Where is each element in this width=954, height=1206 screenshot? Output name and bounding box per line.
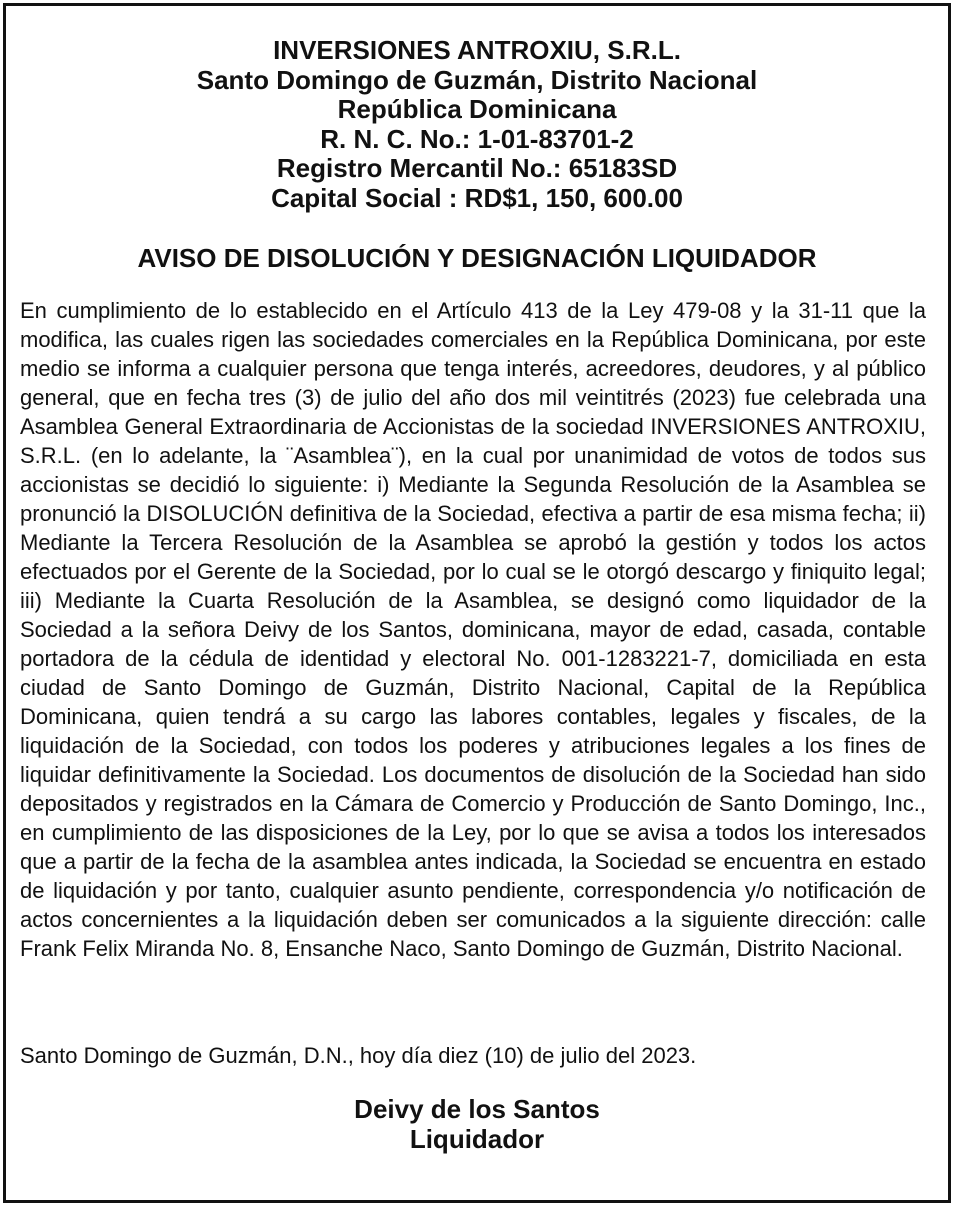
signature-name: Deivy de los Santos [354, 1094, 600, 1124]
company-capital: Capital Social : RD$1, 150, 600.00 [271, 182, 683, 213]
signature-block [0, 1094, 954, 1154]
signature-role: Liquidador [409, 1124, 545, 1154]
company-city: Santo Domingo de Guzmán, Distrito Nacional [196, 64, 758, 95]
company-name: INVERSIONES ANTROXIU, S.R.L. [273, 35, 681, 65]
notice-date-line: Santo Domingo de Guzmán, D.N., hoy día diez (10) de julio del 2023. [20, 1043, 697, 1068]
company-rnc: R. N. C. No.: 1-01-83701-2 [320, 123, 634, 154]
notice-body: En cumplimiento de lo establecido en el Artículo 413 de la Ley 479-08 y la 31-11 que la modifica, las cuales rigen las sociedades comerciales en la República Dominicana, por este medio se informa a cualquier persona que tenga interés, acreedores, deudores, y al público general, que en fecha tres (3) de julio del año dos mil veintitrés (2023) fue celebrada una Asamblea General Extraordinaria de Accionistas de la sociedad INVERSIONES ANTROXIU, S.R.L. (en lo adelante, la ¨Asamblea¨), en la cual por unanimidad de votos de todos sus accionistas se decidió lo siguiente: i) Mediante la Segunda Resolución de la Asamblea se pronunció la DISOLUCIÓN definitiva de la Sociedad, efectiva a partir de esa misma fecha; ii) Mediante la Tercera Resolución de la Asamblea se aprobó la gestión y todos los actos efectuados por el Gerente de la Sociedad, por lo cual se le otorgó descargo y finiquito legal; iii) Mediante la Cuarta Resolución de la Asamblea, se designó como liquidador de la Sociedad a la señora Deivy de los Santos, dominicana, mayor de edad, casada, contable portadora de la cédula de identidad y electoral No. 001-1283221-7, domiciliada en esta ciudad de Santo Domingo de Guzmán, Distrito Nacional, Capital de la República Dominicana, quien tendrá a su cargo las labores contables, legales y fiscales, de la liquidación de la Sociedad, con todos los poderes y atribuciones legales a los fines de liquidar definitivamente la Sociedad. Los documentos de disolución de la Sociedad han sido depositados y registrados en la Cámara de Comercio y Producción de Santo Domingo, Inc., en cumplimiento de las disposiciones de la Ley, por lo que se avisa a todos los interesados que a partir de la fecha de la asamblea antes indicada, la Sociedad se encuentra en estado de liquidación y por tanto, cualquier asunto pendiente, correspondencia y/o notificación de actos concernientes a la liquidación deben ser comunicados a la siguiente dirección: calle Frank Felix Miranda No. 8, Ensanche Naco, Santo Domingo de Guzmán, Distrito Nacional. [20, 298, 926, 961]
company-header [0, 36, 954, 213]
notice-title: AVISO DE DISOLUCIÓN Y DESIGNACIÓN LIQUIDADOR [137, 243, 817, 273]
company-country: República Dominicana [337, 94, 617, 124]
company-registry: Registro Mercantil No.: 65183SD [276, 153, 678, 183]
